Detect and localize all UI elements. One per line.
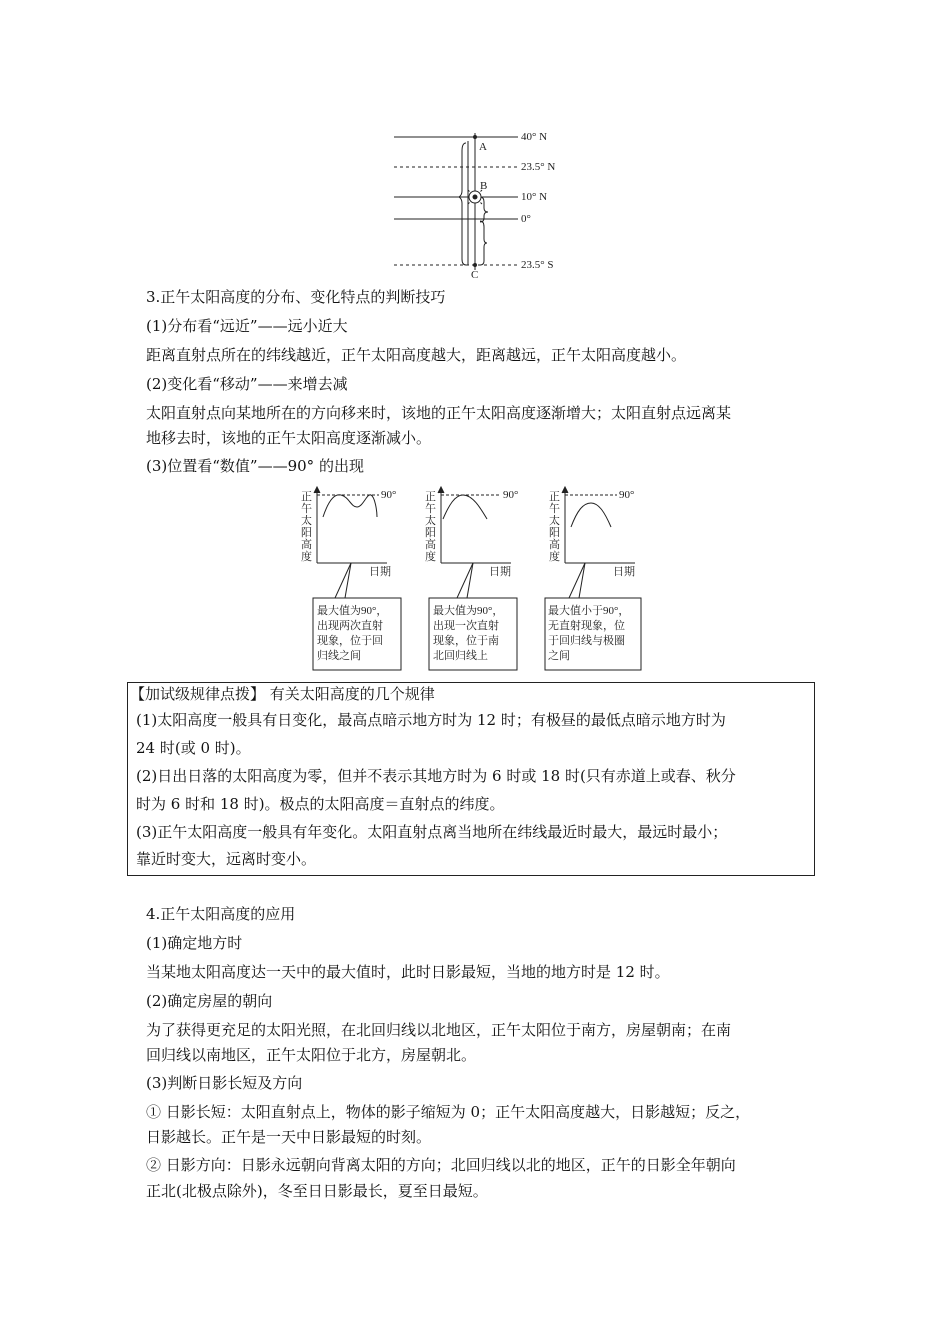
lat-label-0: 0°: [521, 213, 531, 225]
solar-height-charts: [295, 483, 655, 673]
y-label-1-5: 度: [301, 551, 312, 563]
rules-line-6: 靠近时变大，远离时变小。: [136, 850, 317, 868]
point-label-a: A: [479, 141, 487, 153]
point-label-c: C: [471, 269, 479, 280]
caption-3-line-3: 于回归线与极圈: [548, 635, 625, 647]
brace-left: [459, 143, 466, 265]
caption-2-line-1: 最大值为90°，: [433, 605, 504, 617]
ref-label-2: 90°: [503, 489, 519, 501]
y-label-1-4: 高: [301, 539, 312, 551]
rules-line-5: (3)正午太阳高度一般具有年变化。太阳直射点离当地所在纬线最近时最大，最远时最小；: [136, 823, 728, 841]
y-label-3-1: 午: [549, 503, 560, 515]
mini-chart-2: [425, 487, 518, 670]
ref-label-1: 90°: [381, 489, 397, 501]
y-label-1-2: 太: [301, 515, 312, 527]
y-label-1-3: 阳: [301, 527, 312, 539]
sec3-p1-text: 距离直射点所在的纬线越近，正午太阳高度越大，距离越远，正午太阳高度越小。: [146, 346, 687, 364]
y-label-2-5: 度: [425, 551, 436, 563]
caption-1-line-2: 出现两次直射: [317, 620, 383, 632]
rules-box-title: 【加试级规律点拨】 有关太阳高度的几个规律: [130, 685, 435, 703]
sec3-p2-title: (2)变化看“移动”——来增去减: [146, 375, 348, 393]
caption-3-line-4: 之间: [548, 650, 570, 662]
y-label-3-2: 太: [549, 515, 560, 527]
sec3-p3-title: (3)位置看“数值”——90° 的出现: [146, 457, 364, 475]
lat-label-10n: 10° N: [521, 191, 548, 203]
caption-3-line-2: 无直射现象，位: [548, 620, 625, 632]
y-label-1-1: 午: [301, 503, 312, 515]
sec4-p2-text-1: 为了获得更充足的太阳光照，在北回归线以北地区，正午太阳位于南方，房屋朝南；在南: [146, 1021, 732, 1039]
lat-label-23n: 23.5° N: [521, 161, 556, 173]
curve-2: [443, 495, 487, 519]
x-label-3: 日期: [613, 566, 635, 578]
y-label-2-1: 午: [425, 503, 436, 515]
sec4-p3-title: (3)判断日影长短及方向: [146, 1074, 303, 1092]
curve-3: [571, 503, 611, 527]
y-label-2-4: 高: [425, 539, 436, 551]
y-label-3-0: 正: [549, 491, 560, 503]
y-label-1-0: 正: [301, 491, 312, 503]
brace-right: [480, 197, 488, 222]
caption-2-line-2: 出现一次直射: [433, 620, 499, 632]
rules-line-4: 时为 6 时和 18 时)。极点的太阳高度＝直射点的纬度。: [136, 795, 505, 813]
rules-line-1: (1)太阳高度一般具有日变化，最高点暗示地方时为 12 时；有极昼的最低点暗示地方时为: [136, 711, 726, 729]
sec4-p3-a1: ① 日影长短：太阳直射点上，物体的影子缩短为 0；正午太阳高度越大，日影越短；反之，: [146, 1103, 751, 1121]
point-label-b: B: [480, 180, 488, 192]
y-label-3-5: 度: [549, 551, 560, 563]
x-label-1: 日期: [369, 566, 391, 578]
rules-line-3: (2)日出日落的太阳高度为零，但并不表示其地方时为 6 时或 18 时(只有赤道上或春、秋分: [136, 767, 736, 785]
caption-2-line-4: 北回归线上: [433, 650, 488, 662]
sec4-p3-b1: ② 日影方向：日影永远朝向背离太阳的方向；北回归线以北的地区，正午的日影全年朝向: [146, 1156, 736, 1174]
curve-1: [323, 495, 377, 517]
brace-long: [480, 221, 487, 265]
sec3-p2-text-2: 地移去时，该地的正午太阳高度逐渐减小。: [146, 429, 432, 447]
caption-2-line-3: 现象，位于南: [433, 635, 499, 647]
y-label-3-3: 阳: [549, 527, 560, 539]
lat-label-40n: 40° N: [521, 131, 548, 143]
caption-1-line-1: 最大值为90°，: [317, 605, 388, 617]
y-label-2-2: 太: [425, 515, 436, 527]
rules-line-2: 24 时(或 0 时)。: [136, 739, 251, 757]
y-label-2-0: 正: [425, 491, 436, 503]
mini-chart-1: [301, 487, 401, 670]
caption-1-line-4: 归线之间: [317, 650, 361, 662]
mini-chart-3: [545, 487, 641, 670]
sec4-p2-title: (2)确定房屋的朝向: [146, 992, 273, 1010]
sec4-p1-text: 当某地太阳高度达一天中的最大值时，此时日影最短，当地的地方时是 12 时。: [146, 963, 670, 981]
ref-label-3: 90°: [619, 489, 635, 501]
section-4-heading: 4.正午太阳高度的应用: [146, 905, 296, 923]
y-label-3-4: 高: [549, 539, 560, 551]
sec4-p2-text-2: 回归线以南地区，正午太阳位于北方，房屋朝北。: [146, 1046, 477, 1064]
sec4-p1-title: (1)确定地方时: [146, 934, 243, 952]
section-3-heading: 3.正午太阳高度的分布、变化特点的判断技巧: [146, 288, 446, 306]
sec4-p3-b2: 正北(北极点除外)，冬至日日影最长，夏至日最短。: [146, 1182, 488, 1200]
x-label-2: 日期: [489, 566, 511, 578]
caption-1-line-3: 现象，位于回: [317, 635, 383, 647]
latitude-diagram: [380, 125, 580, 280]
lat-label-23s: 23.5° S: [521, 259, 554, 271]
y-label-2-3: 阳: [425, 527, 436, 539]
sec3-p2-text-1: 太阳直射点向某地所在的方向移来时，该地的正午太阳高度逐渐增大；太阳直射点远离某: [146, 404, 732, 422]
point-c-dot: [473, 263, 477, 267]
point-a-dot: [473, 135, 477, 139]
sec4-p3-a2: 日影越长。正午是一天中日影最短的时刻。: [146, 1128, 432, 1146]
caption-3-line-1: 最大值小于90°，: [548, 605, 630, 617]
sec3-p1-title: (1)分布看“远近”——远小近大: [146, 317, 348, 335]
